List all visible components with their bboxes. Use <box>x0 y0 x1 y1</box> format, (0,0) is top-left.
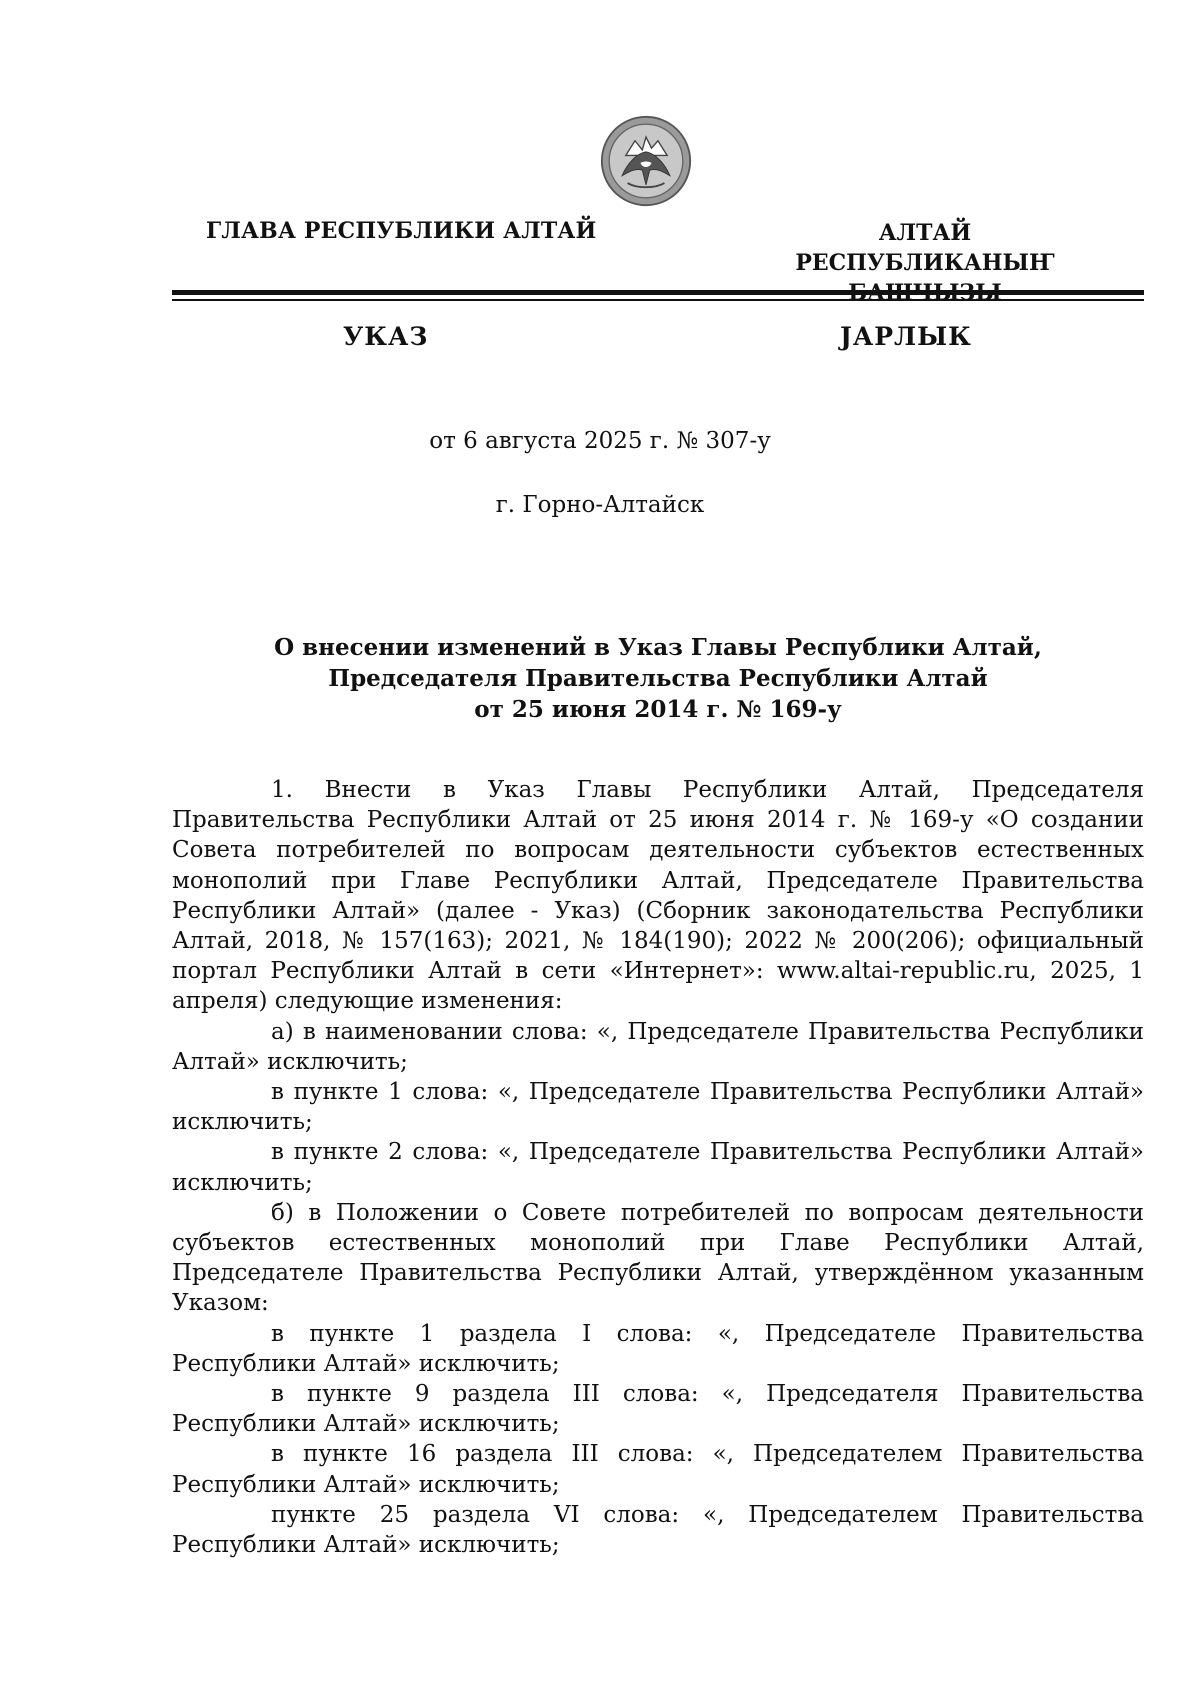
title-line: О внесении изменений в Указ Главы Республики Алтай, <box>274 634 1042 661</box>
document-city: г. Горно-Алтайск <box>495 492 705 518</box>
coat-of-arms-icon <box>600 115 692 207</box>
document-type-russian: УКАЗ <box>343 322 429 351</box>
body-paragraph: в пункте 1 раздела I слова: «, Председателе Правительства Республики Алтай» исключить; <box>172 1320 1144 1377</box>
body-paragraph: а) в наименовании слова: «, Председателе Правительства Республики Алтай» исключить; <box>172 1018 1144 1075</box>
document-date-number: от 6 августа 2025 г. № 307-у <box>429 428 771 454</box>
title-line: от 25 июня 2014 г. № 169-у <box>474 696 842 723</box>
body-paragraph: пункте 25 раздела VI слова: «, Председателем Правительства Республики Алтай» исключить; <box>172 1501 1144 1559</box>
body-paragraph: в пункте 2 слова: «, Председателе Правительства Республики Алтай» исключить; <box>172 1139 1144 1196</box>
organization-name-altai-line1: АЛТАЙ РЕСПУБЛИКАНЫҤ <box>795 220 1055 276</box>
document-title <box>172 632 1144 725</box>
document-type-altai: ЈАРЛЫК <box>840 322 972 351</box>
document-body <box>172 775 1144 1560</box>
header-divider-thin <box>172 299 1144 301</box>
header-divider-thick <box>172 290 1144 295</box>
body-paragraph: в пункте 16 раздела III слова: «, Председателем Правительства Республики Алтай» исключить; <box>172 1441 1144 1498</box>
title-line: Председателя Правительства Республики Алтай <box>328 665 988 692</box>
body-paragraph: 1. Внести в Указ Главы Республики Алтай, Председателя Правительства Республики Алтай от 25 июня 2014 г. № 169-у «О создании Совета потребителей по вопросам деятельности субъектов естественных монополий при Главе Республики Алтай, Председателе Правительства Республики Алтай» (далее - Указ) (Сборник законодательства Республики Алтай, 2018, № 157(163); 2021, № 184(190); 2022 № 200(206); официальный портал Республики Алтай в сети «Интернет»: www.altai-republic.ru, 2025, 1 апреля) следующие изменения: <box>172 777 1144 1015</box>
body-paragraph: б) в Положении о Совете потребителей по вопросам деятельности субъектов естественных монополий при Главе Республики Алтай, Председателе Правительства Республики Алтай, утверждённом указанным Указом: <box>172 1199 1144 1317</box>
body-paragraph: в пункте 9 раздела III слова: «, Председателя Правительства Республики Алтай» исключить; <box>172 1381 1144 1438</box>
organization-name-russian: ГЛАВА РЕСПУБЛИКИ АЛТАЙ <box>206 218 597 244</box>
body-paragraph: в пункте 1 слова: «, Председателе Правительства Республики Алтай» исключить; <box>172 1079 1144 1136</box>
